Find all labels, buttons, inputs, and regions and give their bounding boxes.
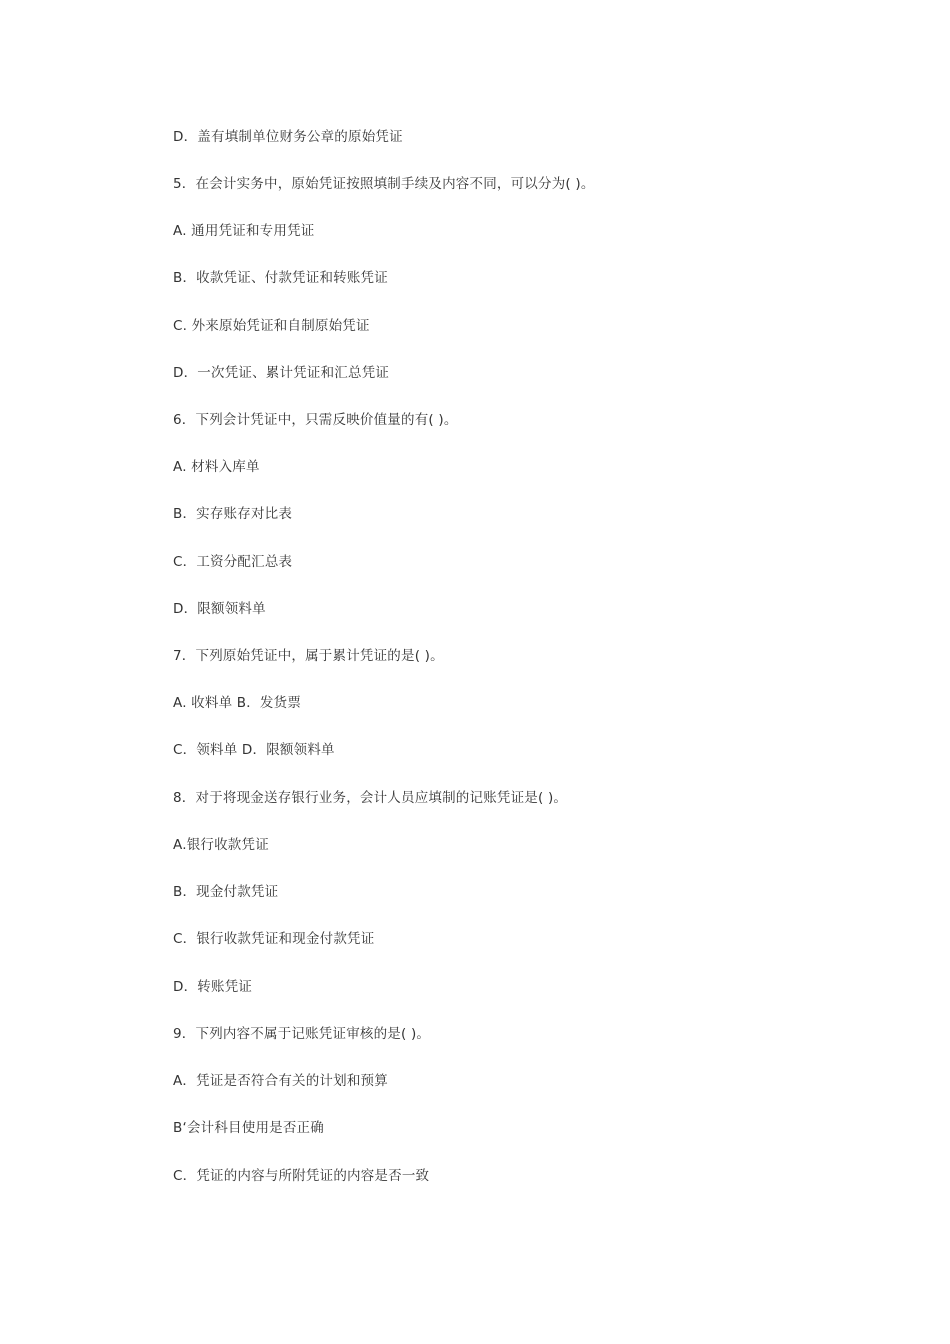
option-line: B．实存账存对比表 xyxy=(173,506,293,522)
option-line: B‘会计科目使用是否正确 xyxy=(173,1120,324,1136)
question-line: 5．在会计实务中，原始凭证按照填制手续及内容不同，可以分为( )。 xyxy=(173,176,595,192)
option-line: C．领料单 D．限额领料单 xyxy=(173,742,335,758)
option-line: D．盖有填制单位财务公章的原始凭证 xyxy=(173,129,403,145)
option-line: A. 材料入库单 xyxy=(173,459,260,475)
question-line: 9．下列内容不属于记账凭证审核的是( )。 xyxy=(173,1026,431,1042)
question-line: 6．下列会计凭证中，只需反映价值量的有( )。 xyxy=(173,412,458,428)
option-line: A. 通用凭证和专用凭证 xyxy=(173,223,315,239)
option-line: A．凭证是否符合有关的计划和预算 xyxy=(173,1073,388,1089)
option-line: B．收款凭证、付款凭证和转账凭证 xyxy=(173,270,388,286)
option-line: C．凭证的内容与所附凭证的内容是否一致 xyxy=(173,1168,430,1184)
option-line: A.银行收款凭证 xyxy=(173,837,269,853)
option-line: B．现金付款凭证 xyxy=(173,884,279,900)
option-line: C. 外来原始凭证和自制原始凭证 xyxy=(173,318,370,334)
option-line: D．限额领料单 xyxy=(173,601,266,617)
option-line: A. 收料单 B．发货票 xyxy=(173,695,302,711)
option-line: D．一次凭证、累计凭证和汇总凭证 xyxy=(173,365,390,381)
option-line: D．转账凭证 xyxy=(173,979,253,995)
question-line: 8．对于将现金送存银行业务，会计人员应填制的记账凭证是( )。 xyxy=(173,790,568,806)
option-line: C．工资分配汇总表 xyxy=(173,554,293,570)
question-line: 7．下列原始凭证中，属于累计凭证的是( )。 xyxy=(173,648,444,664)
option-line: C．银行收款凭证和现金付款凭证 xyxy=(173,931,375,947)
